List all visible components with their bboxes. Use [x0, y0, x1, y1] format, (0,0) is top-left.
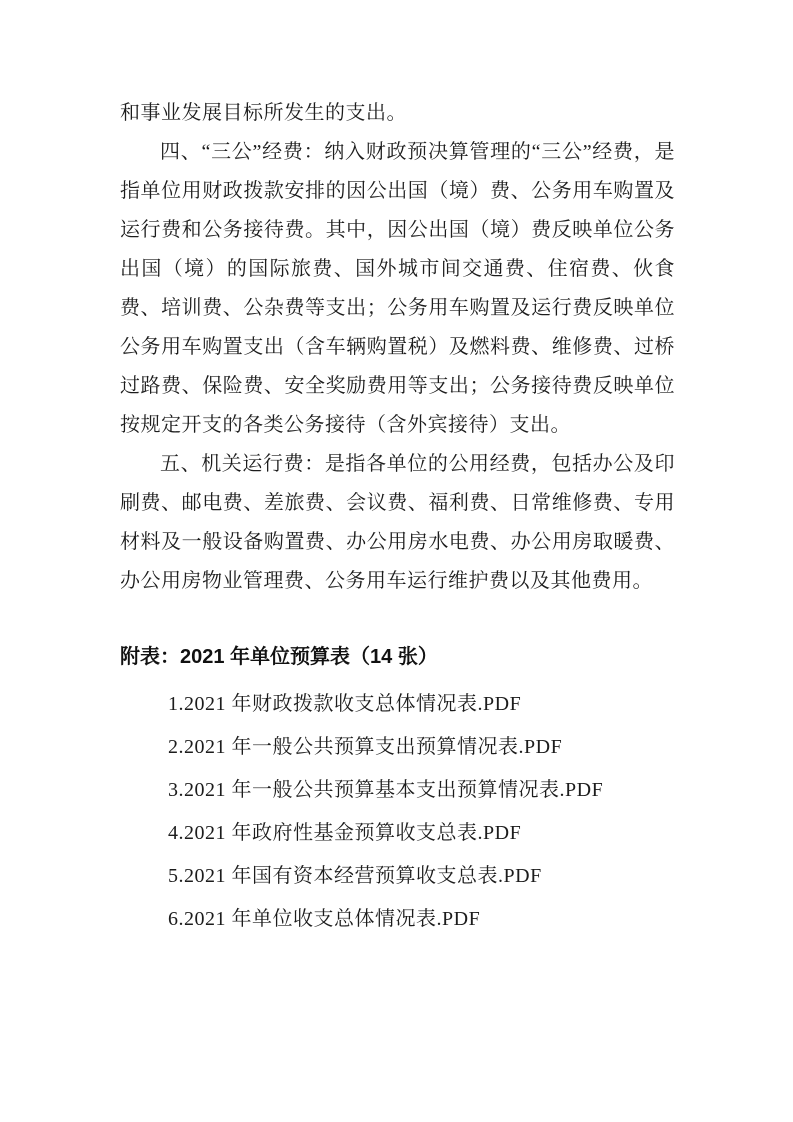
attachment-item-3: 3.2021 年一般公共预算基本支出预算情况表.PDF — [168, 779, 604, 801]
paragraph-three-public-expenses: 四、“三公”经费：纳入财政预决算管理的“三公”经费，是指单位用财政拨款安排的因公出国（境）费、公务用车购置及运行费和公务接待费。其中，因公出国（境）费反映单位公务出国（境）的国际旅费、国外城市间交通费、住宿费、伙食费、培训费、公杂费等支出；公务用车购置及运行费反映单位公务用车购置支出（含车辆购置税）及燃料费、维修费、过桥过路费、保险费、安全奖励费用等支出；公务接待费反映单位按规定开支的各类公务接待（含外宾接待）支出。 — [120, 141, 675, 436]
attachment-heading: 附表：2021 年单位预算表（14 张） — [120, 646, 438, 668]
paragraph-continuation: 和事业发展目标所发生的支出。 — [120, 102, 407, 124]
attachment-item-2: 2.2021 年一般公共预算支出预算情况表.PDF — [168, 736, 563, 758]
attachment-item-6: 6.2021 年单位收支总体情况表.PDF — [168, 908, 481, 930]
document-body — [120, 94, 675, 601]
paragraph-agency-operating-expenses: 五、机关运行费：是指各单位的公用经费，包括办公及印刷费、邮电费、差旅费、会议费、福利费、日常维修费、专用材料及一般设备购置费、办公用房水电费、办公用房取暖费、办公用房物业管理费、公务用车运行维护费以及其他费用。 — [120, 453, 675, 592]
attachment-list — [120, 683, 675, 941]
attachment-item-4: 4.2021 年政府性基金预算收支总表.PDF — [168, 822, 522, 844]
attachment-item-1: 1.2021 年财政拨款收支总体情况表.PDF — [168, 693, 522, 715]
attachment-item-5: 5.2021 年国有资本经营预算收支总表.PDF — [168, 865, 542, 887]
